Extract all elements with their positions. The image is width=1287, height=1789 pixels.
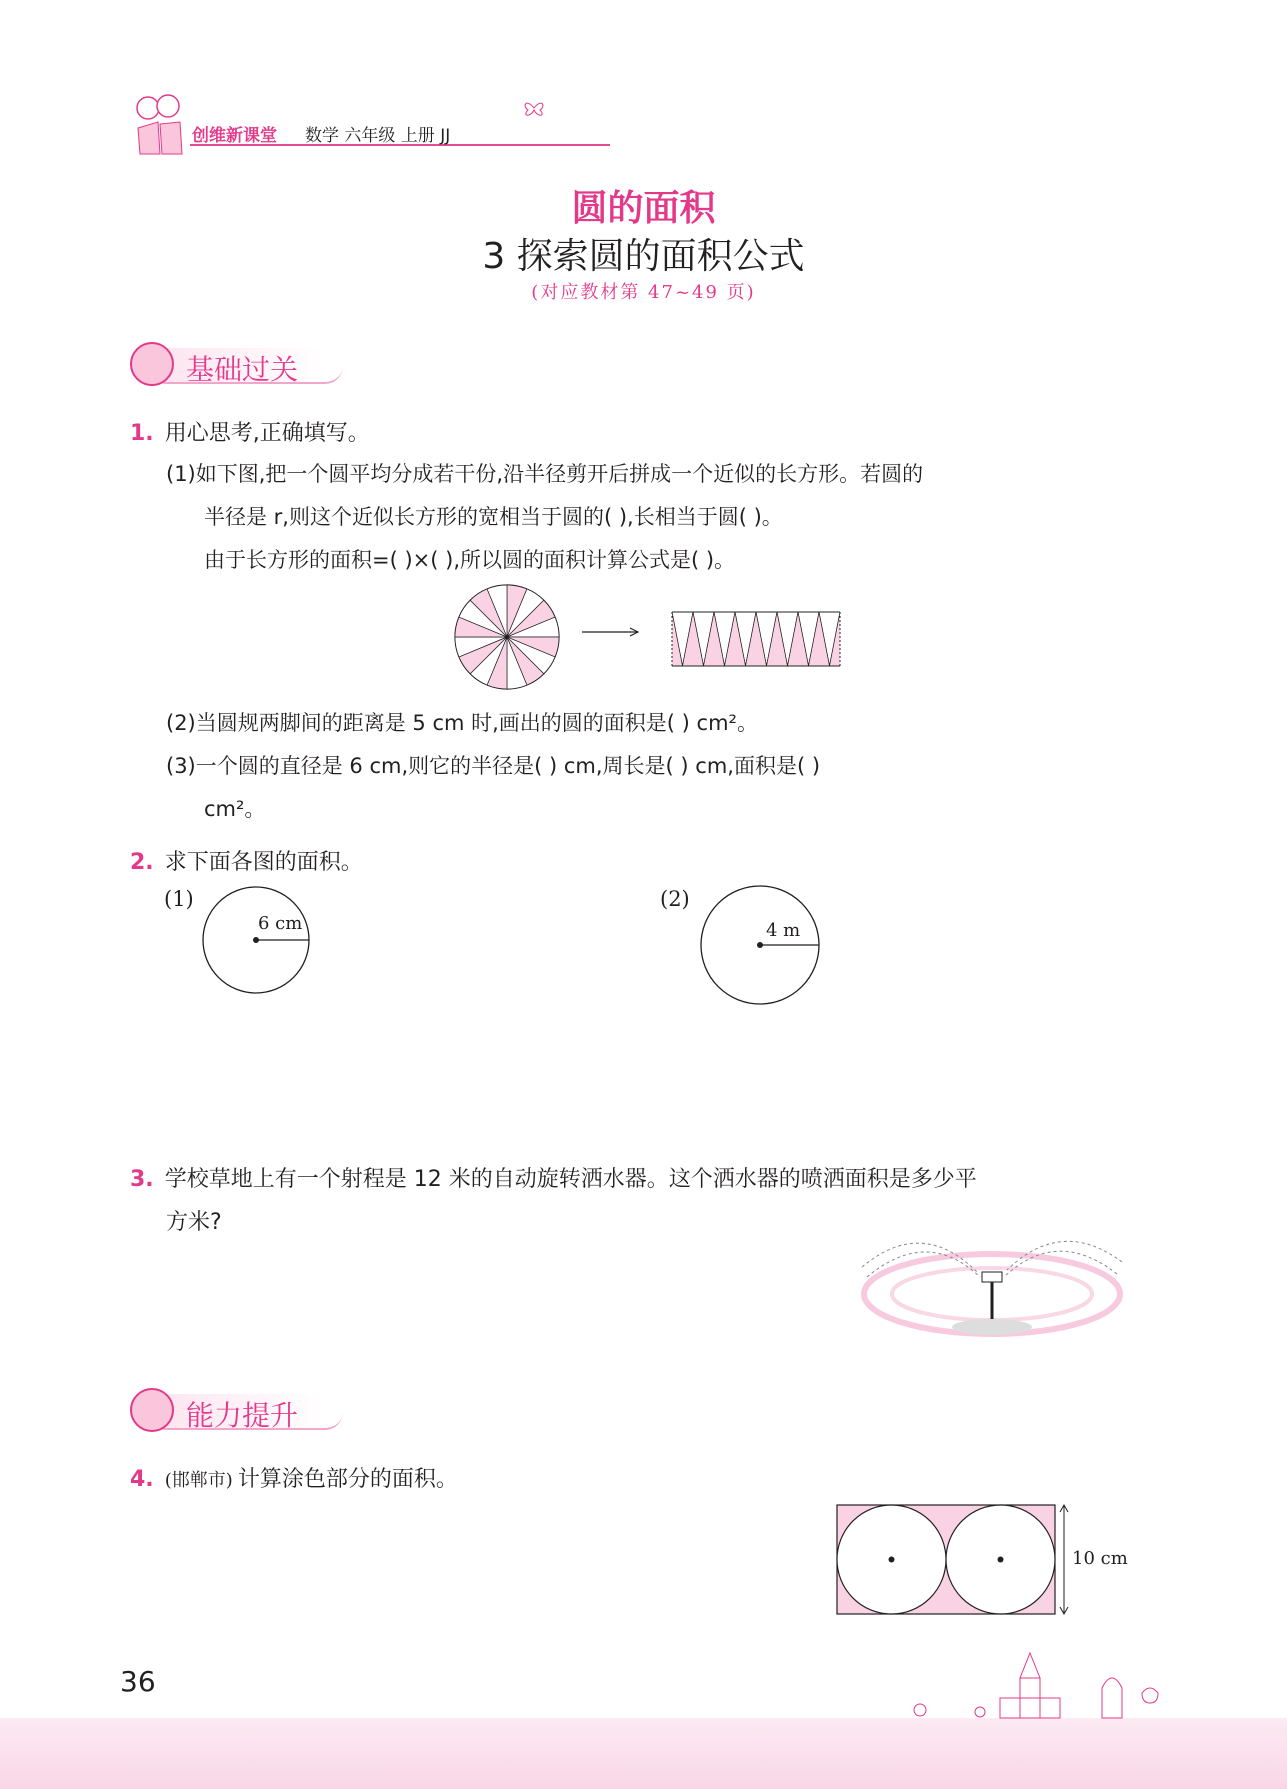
q3-number: 3.: [130, 1167, 154, 1192]
sprinkler-illustration: [842, 1222, 1132, 1342]
q2-circle-1: [198, 880, 318, 1000]
butterfly-icon: [522, 98, 546, 118]
q3-line1: 学校草地上有一个射程是 12 米的自动旋转洒水器。这个洒水器的喷洒面积是多少平: [164, 1167, 977, 1192]
mascot-face-icon: [130, 1388, 174, 1432]
q3-line2: 方米?: [166, 1210, 222, 1235]
circle-to-rectangle-figure: [452, 584, 852, 694]
section-advanced-header: [128, 1384, 348, 1438]
footer-band: [0, 1718, 1287, 1789]
question-2: [130, 845, 363, 876]
q1-part1-line1: (1)如下图,把一个圆平均分成若干份,沿半径剪开后拼成一个近似的长方形。若圆的: [166, 462, 924, 486]
q1-part1-line3: 由于长方形的面积=( )×( ),所以圆的面积计算公式是( )。: [204, 548, 736, 572]
q2-fig1-radius-label: 6 cm: [258, 913, 303, 934]
q4-figure: [834, 1500, 1074, 1620]
q1-part2: (2)当圆规两脚间的距离是 5 cm 时,画出的圆的面积是( ) cm²。: [166, 711, 758, 735]
q2-fig2-label: (2): [660, 887, 690, 911]
q1-part1-line2: 半径是 r,则这个近似长方形的宽相当于圆的( ),长相当于圆( )。: [204, 505, 783, 529]
q2-fig2-radius-label: 4 m: [766, 920, 801, 941]
q2-text: 求下面各图的面积。: [164, 850, 363, 875]
divided-circle: [455, 585, 559, 689]
transform-arrow: [582, 628, 638, 636]
q1-part3-line2: cm²。: [204, 797, 266, 821]
kids-mascot-icon: [130, 88, 190, 158]
section-basic-title: 基础过关: [186, 353, 299, 386]
book-info: 数学 六年级 上册 JJ: [305, 126, 451, 146]
q2-fig1-label: (1): [164, 887, 194, 911]
textbook-reference: (对应教材第 47~49 页): [531, 282, 756, 303]
q4-height-label: 10 cm: [1072, 1548, 1128, 1569]
q1-text: 用心思考,正确填写。: [164, 421, 370, 446]
lesson-title: 3 探索圆的面积公式: [482, 236, 805, 277]
question-3: [130, 1162, 977, 1193]
question-1: [130, 416, 370, 447]
q4-text: 计算涂色部分的面积。: [237, 1467, 458, 1492]
chapter-title: 圆的面积: [571, 188, 716, 229]
q2-circle-2: [696, 880, 826, 1010]
question-4: [130, 1462, 458, 1493]
brand-name: 创维新课堂: [192, 126, 277, 146]
q4-number: 4.: [130, 1467, 154, 1492]
q1-number: 1.: [130, 421, 154, 446]
section-advanced-title: 能力提升: [186, 1399, 299, 1432]
approx-rectangle: [662, 612, 851, 666]
q2-number: 2.: [130, 850, 154, 875]
page-number: 36: [120, 1665, 156, 1698]
section-basic-header: [128, 338, 348, 392]
q4-source: (邯郸市): [164, 1470, 233, 1491]
page-header: [130, 88, 490, 158]
q1-part3-line1: (3)一个圆的直径是 6 cm,则它的半径是( ) cm,周长是( ) cm,面积是( ): [166, 754, 821, 778]
castle-decoration-icon: [880, 1648, 1180, 1723]
mascot-face-icon: [130, 342, 174, 386]
